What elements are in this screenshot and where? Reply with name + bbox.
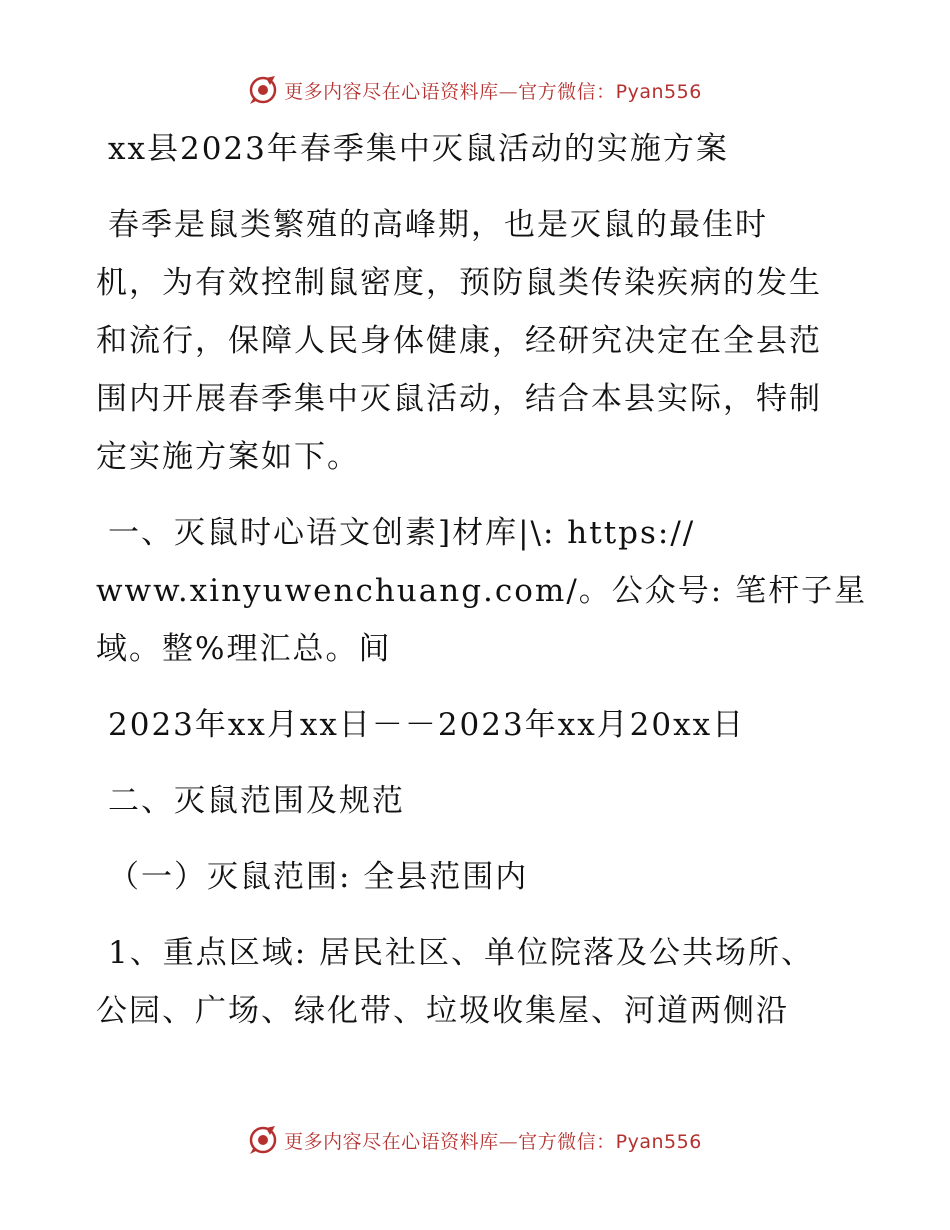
watermark-text: 更多内容尽在心语资料库—官方微信：Pyan556 [284,1130,702,1153]
watermark-text: 更多内容尽在心语资料库—官方微信：Pyan556 [284,80,702,103]
list-item-line: 1、重点区域: 居民社区、单位院落及公共场所、 [108,935,815,971]
section-line: www.xinyuwenchuang.com/。公众号: 笔杆子星 [96,573,868,609]
section-line: 域。整%理汇总。间 [96,631,392,667]
section-line: 一、灭鼠时心语文创素]材库|\: https:// [108,515,696,551]
paragraph-line: 定实施方案如下。 [96,439,360,475]
paragraph-line: 围内开展春季集中灭鼠活动，结合本县实际，特制 [96,381,822,417]
paragraph-line: 和流行，保障人民身体健康，经研究决定在全县范 [96,323,822,359]
section-heading: 二、灭鼠范围及规范 [108,783,405,819]
document-title: xx县2023年春季集中灭鼠活动的实施方案 [108,131,729,167]
footer-watermark-banner [0,1120,950,1160]
quill-logo-icon [248,1125,278,1155]
header-watermark-banner [0,70,950,110]
paragraph-line: 机，为有效控制鼠密度，预防鼠类传染疾病的发生 [96,265,822,301]
quill-logo-icon [248,75,278,105]
list-item-line: 公园、广场、绿化带、垃圾收集屋、河道两侧沿 [96,993,789,1029]
date-range: 2023年xx月xx日－－2023年xx月20xx日 [108,707,746,743]
paragraph-line: 春季是鼠类繁殖的高峰期，也是灭鼠的最佳时 [108,207,768,243]
document-body [96,120,868,1040]
subsection-heading: （一）灭鼠范围: 全县范围内 [108,859,529,895]
